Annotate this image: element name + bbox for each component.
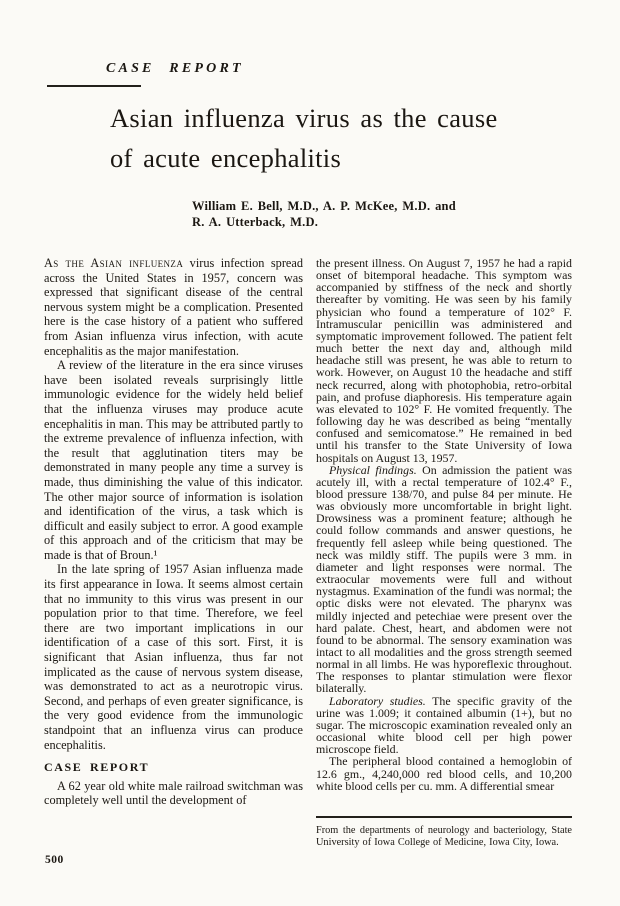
right-column — [316, 257, 572, 848]
left-column — [44, 256, 303, 808]
italic-lead-laboratory-studies: Laboratory studies. — [329, 693, 426, 708]
title-line-1: Asian influenza virus as the cause — [110, 103, 498, 133]
footnote-affiliation: From the departments of neurology and bacteriology, State University of Iowa College of Medicine, Iowa City, Iowa. — [316, 825, 572, 848]
section-heading-case-report: CASE REPORT — [44, 760, 150, 775]
authors-line-2: R. A. Utterback, M.D. — [192, 214, 319, 229]
kicker: CASE REPORT — [106, 61, 244, 76]
italic-lead-physical-findings: Physical findings. — [329, 462, 417, 477]
paragraph-present-illness: the present illness. On August 7, 1957 he had a rapid onset of bitemporal headache. This symptom was accompanied by stiffness of the neck and shortly thereafter by vomiting. He was seen by his family physician who found a temperature of 102° F. Intramuscular penicillin was administered and symptomatic improvement followed. The patient felt much better the next day and, although mild headache still was present, he was able to return to work. However, on August 10 the headache and stiff neck recurred, along with photophobia, retro-orbital pain, and profuse diaphoresis. His temperature again was elevated to 102° F. He vomited frequently. The following day he was described as being “mentally confused and semicomatose.” He remained in bed until his transfer to the State University of Iowa hospitals on August 13, 1957. — [316, 256, 572, 465]
paragraph-patient-history: A 62 year old white male railroad switchman was completely well until the development of — [44, 778, 303, 808]
kicker-rule — [47, 85, 141, 87]
paragraph-laboratory-studies-text: The specific gravity of the urine was 1.009; it contained albumin (1+), but no sugar. The microscopic examination revealed only an occasional white blood cell per high power microscope field. — [316, 693, 572, 757]
paragraph-intro — [44, 256, 303, 358]
title-line-2: of acute encephalitis — [110, 143, 342, 173]
article-title — [110, 98, 498, 178]
paragraph-peripheral-blood: The peripheral blood contained a hemoglobin of 12.6 gm., 4,240,000 red blood cells, and 10,200 white blood cells per cu. mm. A differential smear — [316, 754, 572, 793]
paragraph-physical-findings-text: On admission the patient was acutely ill, with a rectal temperature of 102.4° F., blood pressure 138/70, and pulse 84 per minute. He was obviously more uncomfortable in bright light. Drowsiness was a prominent feature; although he could follow commands and answer questions, he frequently fell asleep while being questioned. The neck was mildly stiff. The pupils were 3 mm. in diameter and light responses were normal. The extraocular movements were full and without nystagmus. Examination of the fundi was normal; the optic disks were not elevated. The pharynx was mildly injected and petechiae were present over the hard palate. Chest, heart, and abdomen were not found to be abnormal. The sensory examination was intact to all modalities and the gross strength seemed normal in all limbs. He was hyporeflexic throughout. The responses to plantar stimulation were flexor bilaterally. — [316, 462, 573, 696]
right-column-body — [316, 257, 572, 810]
paragraph-laboratory-studies — [316, 695, 572, 756]
paragraph-literature-review: A review of the literature in the era since viruses have been isolated reveals surprisingly little immunologic evidence for the widely held belief that the influenza viruses may produce acute encephalitis in man. This may be attributed partly to the extreme prevalence of influenza infection, with the result that agglutination titers may be demonstrated in many people any time a survey is made, thus diminishing the value of this indicator. The other major source of information is isolation and identification of the virus, a task which is difficult and easily subject to error. A good example of this approach and of the criticism that may be made is that of Broun.¹ — [44, 358, 303, 562]
footnote-rule — [316, 816, 572, 818]
authors — [192, 199, 456, 231]
smallcaps-lead: As the Asian influenza — [44, 256, 184, 270]
paragraph-intro-text: virus infection spread across the United States in 1957, concern was expressed that significant disease of the central nervous system might be a complication. Presented here is the case history of a patient who suffered from Asian influenza virus infection, with acute encephalitis as the major manifestation. — [44, 256, 303, 358]
paragraph-physical-findings — [316, 464, 572, 695]
page-number: 500 — [45, 854, 64, 866]
paragraph-iowa-implications: In the late spring of 1957 Asian influenza made its first appearance in Iowa. It seems almost certain that no immunity to this virus was present in our population prior to that time. Therefore, we feel there are two important implications in our identification of a case of this sort. First, it is significant that Asian influenza, thus far not implicated as the cause of nervous system disease, was demonstrated to act as a neurotropic virus. Second, and perhaps of even greater significance, is the very good evidence from the immunologic standpoint that an influenza virus can produce encephalitis. — [44, 562, 303, 752]
authors-line-1: William E. Bell, M.D., A. P. McKee, M.D. and — [192, 199, 456, 213]
footnote-block — [316, 816, 572, 848]
